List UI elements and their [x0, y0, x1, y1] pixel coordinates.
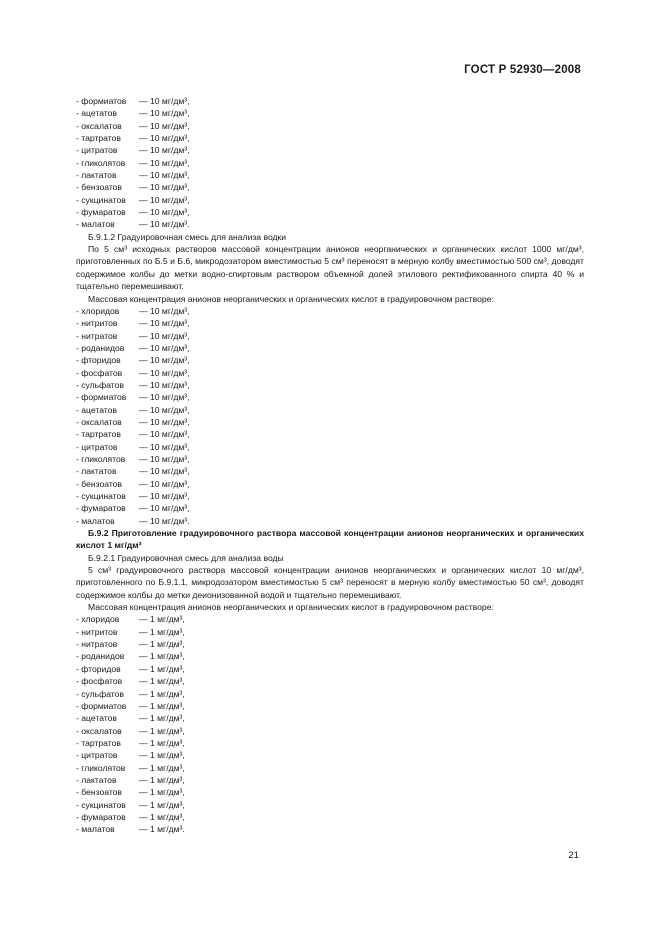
section-b912-heading: Б.9.1.2 Градуировочная смесь для анализа водки: [88, 231, 287, 242]
page-number: 21: [568, 850, 579, 861]
concentration-value: — 10 мг/дм³,: [139, 194, 190, 205]
concentration-value: — 10 мг/дм³,: [139, 478, 190, 489]
list-item: [76, 441, 584, 453]
concentration-value: — 10 мг/дм³,: [139, 392, 190, 403]
concentration-value: — 1 мг/дм³,: [139, 700, 185, 711]
list-item: [76, 367, 584, 379]
concentration-value: — 1 мг/дм³.: [139, 824, 185, 835]
anion-name: - оксалатов: [76, 416, 122, 427]
anion-name: - роданидов: [76, 342, 125, 353]
list-item: [76, 700, 584, 712]
concentration-value: — 10 мг/дм³,: [139, 170, 190, 181]
anion-name: - лактатов: [76, 774, 117, 785]
concentration-value: — 1 мг/дм³,: [139, 799, 185, 810]
anion-name: - малатов: [76, 219, 115, 230]
concentration-list-1: [76, 95, 584, 231]
section-b92-heading: Б.9.2 Приготовление градуировочного раствора массовой концентрации анионов неорганических и органических кислот 1 мг/дм³: [76, 528, 584, 551]
anion-name: - сукцинатов: [76, 799, 126, 810]
list-item: [76, 144, 584, 156]
anion-name: - ацетатов: [76, 108, 117, 119]
anion-name: - формиатов: [76, 700, 127, 711]
concentration-value: — 10 мг/дм³,: [139, 416, 190, 427]
list-item: [76, 354, 584, 366]
anion-name: - гликолятов: [76, 762, 126, 773]
list-item: [76, 478, 584, 490]
anion-name: - фосфатов: [76, 676, 123, 687]
anion-name: - бензоатов: [76, 787, 122, 798]
list-item: [76, 774, 584, 786]
concentration-list-2: [76, 305, 584, 527]
anion-name: - цитратов: [76, 145, 118, 156]
document-code: ГОСТ Р 52930—2008: [464, 64, 581, 76]
concentration-value: — 10 мг/дм³,: [139, 379, 190, 390]
anion-name: - бензоатов: [76, 182, 122, 193]
anion-name: - нитратов: [76, 639, 118, 650]
concentration-value: — 1 мг/дм³,: [139, 737, 185, 748]
concentration-value: — 1 мг/дм³,: [139, 651, 185, 662]
concentration-value: — 1 мг/дм³,: [139, 713, 185, 724]
section-b912-intro: Массовая концентрация анионов неорганических и органических кислот в градуировочном растворе:: [88, 293, 494, 304]
anion-name: - цитратов: [76, 441, 118, 452]
anion-name: - сукцинатов: [76, 194, 126, 205]
anion-name: - нитритов: [76, 318, 118, 329]
anion-name: - тартратов: [76, 737, 121, 748]
anion-name: - сукцинатов: [76, 491, 126, 501]
concentration-value: — 10 мг/дм³.: [139, 515, 190, 526]
list-item: [76, 823, 584, 835]
concentration-value: — 10 мг/дм³,: [139, 108, 190, 119]
anion-name: - ацетатов: [76, 713, 117, 724]
list-item: [76, 638, 584, 650]
anion-name: - формиатов: [76, 96, 127, 106]
list-item: [76, 650, 584, 662]
anion-name: - гликолятов: [76, 157, 126, 168]
list-item: [76, 404, 584, 416]
concentration-value: — 10 мг/дм³,: [139, 503, 190, 514]
anion-name: - бензоатов: [76, 478, 122, 489]
list-item: [76, 786, 584, 798]
list-item: [76, 120, 584, 132]
concentration-value: — 10 мг/дм³,: [139, 157, 190, 168]
list-item: [76, 379, 584, 391]
list-item: [76, 95, 584, 107]
list-item: [76, 799, 584, 811]
anion-name: - фторидов: [76, 663, 121, 674]
concentration-value: — 1 мг/дм³,: [139, 774, 185, 785]
anion-name: - сульфатов: [76, 688, 124, 699]
list-item: [76, 305, 584, 317]
concentration-value: — 10 мг/дм³,: [139, 441, 190, 452]
list-item: [76, 626, 584, 638]
anion-name: - малатов: [76, 515, 115, 526]
anion-name: - тартратов: [76, 133, 121, 144]
concentration-value: — 10 мг/дм³,: [139, 120, 190, 131]
concentration-value: — 10 мг/дм³,: [139, 330, 190, 341]
concentration-value: — 10 мг/дм³,: [139, 466, 190, 477]
anion-name: - формиатов: [76, 392, 127, 403]
list-item: [76, 416, 584, 428]
section-b921-heading: Б.9.2.1 Градуировочная смесь для анализа воды: [88, 552, 284, 563]
list-item: [76, 453, 584, 465]
concentration-value: — 10 мг/дм³,: [139, 453, 190, 464]
list-item: [76, 749, 584, 761]
concentration-value: — 1 мг/дм³,: [139, 762, 185, 773]
anion-name: - малатов: [76, 824, 115, 835]
concentration-value: — 1 мг/дм³,: [139, 688, 185, 699]
anion-name: - лактатов: [76, 466, 117, 477]
concentration-value: — 10 мг/дм³,: [139, 491, 190, 501]
anion-name: - фумаратов: [76, 207, 126, 218]
anion-name: - роданидов: [76, 651, 125, 662]
list-item: [76, 811, 584, 823]
anion-name: - цитратов: [76, 750, 118, 761]
concentration-value: — 10 мг/дм³.: [139, 219, 190, 230]
concentration-list-3: [76, 613, 584, 835]
anion-name: - фосфатов: [76, 367, 123, 378]
anion-name: - ацетатов: [76, 404, 117, 415]
list-item: [76, 490, 584, 502]
list-item: [76, 725, 584, 737]
anion-name: - нитритов: [76, 626, 118, 637]
concentration-value: — 10 мг/дм³,: [139, 404, 190, 415]
anion-name: - фумаратов: [76, 811, 126, 822]
concentration-value: — 1 мг/дм³,: [139, 787, 185, 798]
concentration-value: — 1 мг/дм³,: [139, 725, 185, 736]
concentration-value: — 10 мг/дм³,: [139, 305, 190, 316]
list-item: [76, 218, 584, 230]
anion-name: - оксалатов: [76, 725, 122, 736]
list-item: [76, 712, 584, 724]
concentration-value: — 10 мг/дм³,: [139, 182, 190, 193]
list-item: [76, 194, 584, 206]
anion-name: - нитратов: [76, 330, 118, 341]
concentration-value: — 10 мг/дм³,: [139, 145, 190, 156]
list-item: [76, 317, 584, 329]
concentration-value: — 1 мг/дм³,: [139, 676, 185, 687]
list-item: [76, 391, 584, 403]
concentration-value: — 10 мг/дм³,: [139, 96, 190, 106]
list-item: [76, 515, 584, 527]
list-item: [76, 206, 584, 218]
list-item: [76, 663, 584, 675]
concentration-value: — 1 мг/дм³,: [139, 663, 185, 674]
anion-name: - хлоридов: [76, 305, 120, 316]
concentration-value: — 1 мг/дм³,: [139, 750, 185, 761]
anion-name: - фумаратов: [76, 503, 126, 514]
concentration-value: — 1 мг/дм³,: [139, 811, 185, 822]
list-item: [76, 330, 584, 342]
list-item: [76, 132, 584, 144]
concentration-value: — 10 мг/дм³,: [139, 133, 190, 144]
anion-name: - оксалатов: [76, 120, 122, 131]
concentration-value: — 10 мг/дм³,: [139, 207, 190, 218]
anion-name: - лактатов: [76, 170, 117, 181]
concentration-value: — 10 мг/дм³,: [139, 355, 190, 366]
list-item: [76, 107, 584, 119]
concentration-value: — 1 мг/дм³,: [139, 614, 185, 625]
list-item: [76, 465, 584, 477]
list-item: [76, 428, 584, 440]
list-item: [76, 737, 584, 749]
list-item: [76, 157, 584, 169]
section-b921-paragraph: 5 см³ градуировочного раствора массовой концентрации анионов неорганических и органических кислот 10 мг/дм³, приготовленного по Б.9.1.1, микродозатором вместимостью 5 см³ переносят в мерную колбу вместимостью 50 см³, доводят содержимое колбы до метки деионизованной водой и тщательно перемешивают.: [76, 565, 584, 600]
concentration-value: — 1 мг/дм³,: [139, 626, 185, 637]
list-item: [76, 613, 584, 625]
section-b912-paragraph: По 5 см³ исходных растворов массовой концентрации анионов неорганических и органических кислот 1000 мг/дм³, приготовленных по Б.5 и Б.6, микродозатором вместимостью 5 см³ переносят в мерную колбу вместимостью 500 см³, доводят содержимое колбы до метки водно-спиртовым раствором объемной долей этилового ректификованного спирта 40 % и тщательно перемешивают.: [76, 244, 584, 292]
concentration-value: — 1 мг/дм³,: [139, 639, 185, 650]
section-b921-intro: Массовая концентрация анионов неорганических и органических кислот в градуировочном растворе:: [88, 602, 494, 613]
concentration-value: — 10 мг/дм³,: [139, 342, 190, 353]
anion-name: - тартратов: [76, 429, 121, 440]
list-item: [76, 675, 584, 687]
concentration-value: — 10 мг/дм³,: [139, 429, 190, 440]
list-item: [76, 342, 584, 354]
list-item: [76, 762, 584, 774]
anion-name: - сульфатов: [76, 379, 124, 390]
anion-name: - хлоридов: [76, 614, 120, 625]
concentration-value: — 10 мг/дм³,: [139, 367, 190, 378]
anion-name: - гликолятов: [76, 453, 126, 464]
list-item: [76, 181, 584, 193]
concentration-value: — 10 мг/дм³,: [139, 318, 190, 329]
list-item: [76, 169, 584, 181]
list-item: [76, 502, 584, 514]
anion-name: - фторидов: [76, 355, 121, 366]
list-item: [76, 688, 584, 700]
document-body: [76, 95, 584, 836]
